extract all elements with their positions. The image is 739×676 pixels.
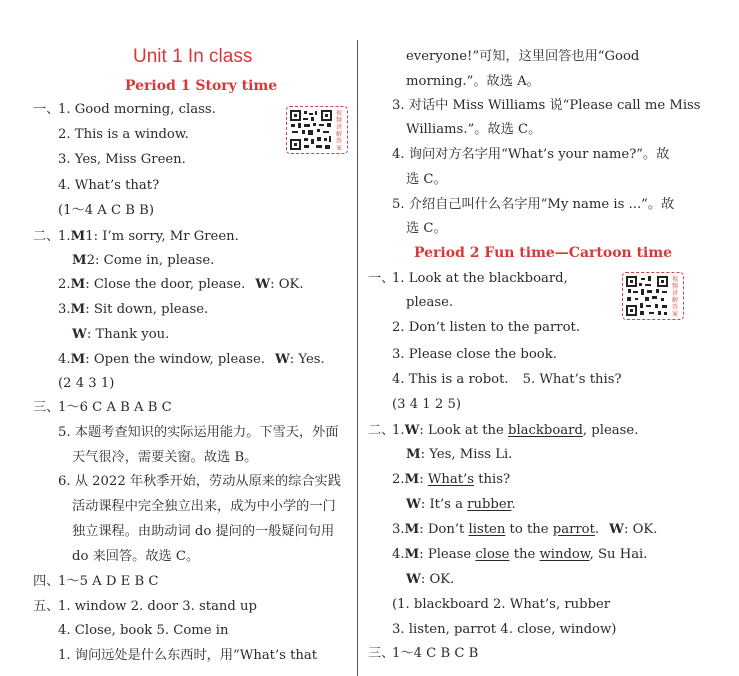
qr-label: 视频讲解答案 (672, 276, 679, 318)
p1-s5-marker: 五、 (33, 599, 60, 614)
p2-top-line5: 4. 询问对方名字用“What’s your name?”。故 (392, 147, 670, 162)
p1-s3-exp6-line1: 6. 从 2022 年秋季开始，劳动从原来的综合实践 (58, 474, 341, 489)
period1-title: Period 1 Story time (125, 78, 278, 94)
p1-s2-marker: 二、 (33, 229, 60, 244)
p2-top-line1: everyone!”可知，这里回答也用“Good (406, 49, 640, 64)
p1-s1-line1: 1. Good morning, class. (58, 102, 216, 117)
p1-s3-exp6-line4: do 来回答。故选 C。 (72, 549, 200, 564)
p1-s1-answers: (1～4 A C B B) (58, 203, 155, 218)
p1-s3-exp6-line2: 活动课程中完全独立出来，成为中小学的一门 (72, 499, 336, 514)
p2-s2-line1: 1.W: Look at the blackboard, please. (392, 423, 639, 438)
p2-s2-line2b: W: It’s a rubber. (406, 497, 516, 512)
p1-s2-line1b: M2: Come in, please. (72, 253, 215, 268)
p1-s2-line2: 2.M: Close the door, please. W: OK. (58, 277, 304, 292)
p2-top-line7: 5. 介绍自己叫什么名字用“My name is ...”。故 (392, 197, 675, 212)
p2-top-line4: Williams.”。故选 C。 (406, 122, 542, 137)
p1-s5-line1: 1. window 2. door 3. stand up (58, 599, 257, 614)
p2-s2-answers2: 3. listen, parrot 4. close, window) (392, 622, 617, 637)
p2-s1-line2: 2. Don’t listen to the parrot. (392, 320, 581, 335)
p2-s2-marker: 二、 (368, 423, 395, 438)
column-divider (357, 40, 358, 676)
p1-s1-line3: 3. Yes, Miss Green. (58, 152, 186, 167)
p1-s5-line2: 4. Close, book 5. Come in (58, 623, 229, 638)
p1-s3-exp5-line1: 5. 本题考查知识的实际运用能力。下雪天，外面 (58, 425, 339, 440)
p1-s4-answers: 1～5 A D E B C (58, 574, 159, 589)
p1-s1-line2: 2. This is a window. (58, 127, 189, 142)
p2-top-line6: 选 C。 (406, 172, 447, 187)
p1-s3-answers: 1～6 C A B A B C (58, 400, 172, 415)
qr-code-period2[interactable] (622, 272, 684, 320)
p1-s3-exp6-line3: 独立课程。由助动词 do 提问的一般疑问句用 (72, 524, 335, 539)
p2-s1-answers: (3 4 1 2 5) (392, 397, 462, 412)
p2-s1-line4: 4. This is a robot. 5. What’s this? (392, 372, 622, 387)
p1-s6-line1: 1. 询问远处是什么东西时，用“What’s that (58, 648, 318, 663)
p2-s1-line1b: please. (406, 295, 454, 310)
p1-s3-exp5-line2: 天气很冷，需要关窗。故选 B。 (72, 450, 258, 465)
p1-s2-line4: 4.M: Open the window, please. W: Yes. (58, 352, 325, 367)
qr-label: 视频讲解答案 (336, 110, 343, 152)
qr-pattern-icon (289, 109, 333, 151)
p2-s2-line1b: M: Yes, Miss Li. (406, 447, 513, 462)
p2-s2-line3: 3.M: Don’t listen to the parrot. W: OK. (392, 522, 658, 537)
p2-s2-line2: 2.M: What’s this? (392, 472, 511, 487)
period2-title: Period 2 Fun time—Cartoon time (414, 245, 673, 261)
p2-s1-line1: 1. Look at the blackboard, (392, 271, 568, 286)
p1-s1-marker: 一、 (33, 102, 60, 117)
qr-pattern-icon (625, 275, 669, 317)
p1-s2-line1: 1.M1: I’m sorry, Mr Green. (58, 229, 239, 244)
p1-s1-line4: 4. What’s that? (58, 178, 160, 193)
qr-code-period1[interactable] (286, 106, 348, 154)
p2-s1-marker: 一、 (368, 271, 395, 286)
p1-s2-line3b: W: Thank you. (72, 327, 170, 342)
p2-top-line2: morning.”。故选 A。 (406, 74, 540, 89)
p2-s3-answers: 1～4 C B C B (392, 646, 479, 661)
p2-s2-line4: 4.M: Please close the window, Su Hai. (392, 547, 648, 562)
p2-s2-answers1: (1. blackboard 2. What’s, rubber (392, 597, 611, 612)
p2-s3-marker: 三、 (368, 646, 395, 661)
p2-s2-line4b: W: OK. (406, 572, 455, 587)
p2-top-line8: 选 C。 (406, 221, 447, 236)
p1-s3-marker: 三、 (33, 400, 60, 415)
p2-s1-line3: 3. Please close the book. (392, 347, 557, 362)
p1-s4-marker: 四、 (33, 574, 60, 589)
p2-top-line3: 3. 对话中 Miss Williams 说“Please call me Miss (392, 98, 701, 113)
p1-s2-line3: 3.M: Sit down, please. (58, 302, 209, 317)
unit-title: Unit 1 In class (133, 46, 253, 67)
p1-s2-answers: (2 4 3 1) (58, 376, 115, 391)
